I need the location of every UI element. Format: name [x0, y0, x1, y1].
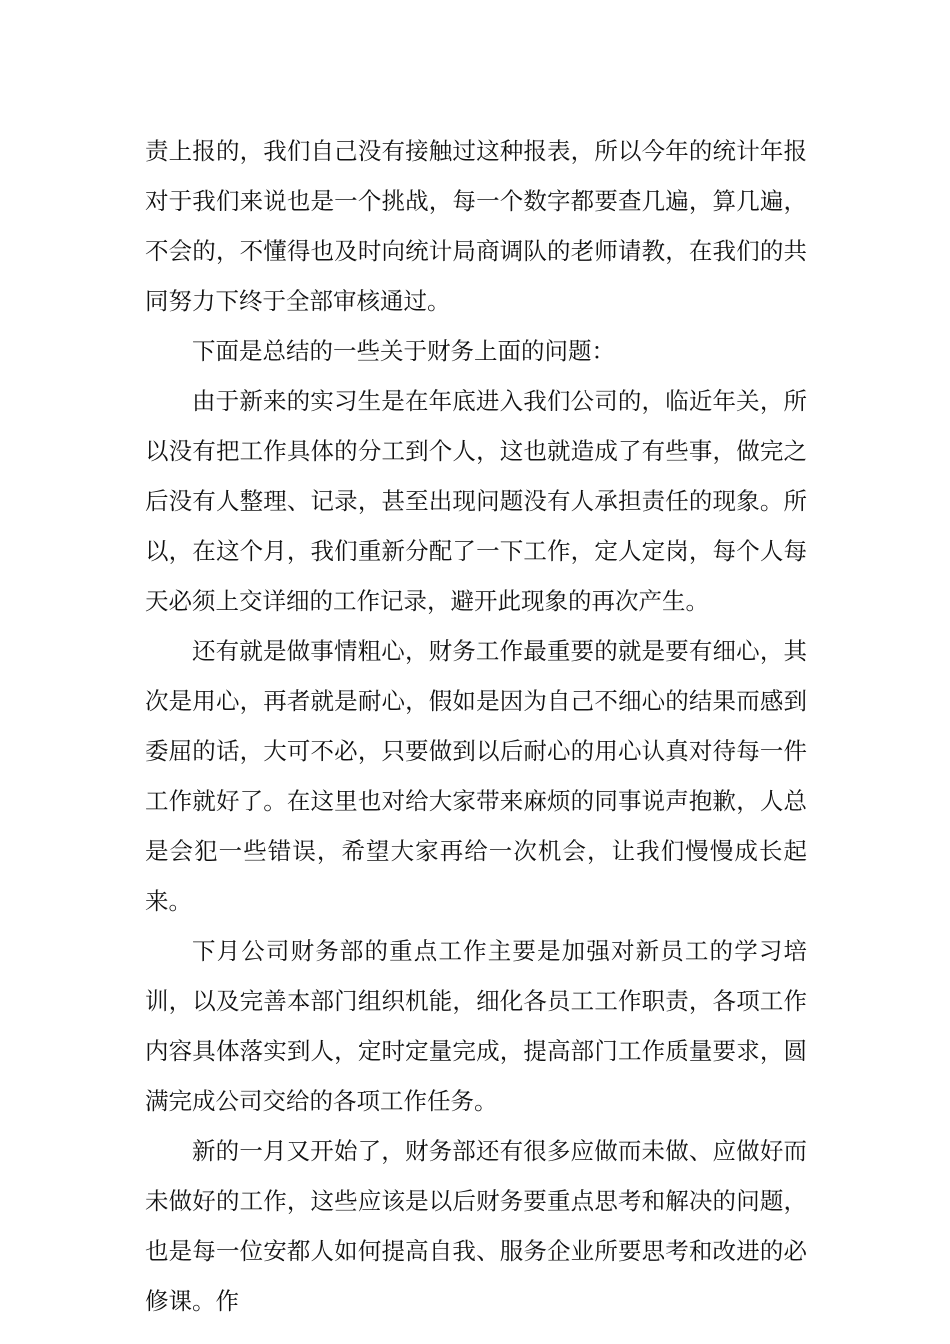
paragraph-next-month-plan: 下月公司财务部的重点工作主要是加强对新员工的学习培训，以及完善本部门组织机能，细化各员工工作职责，各项工作内容具体落实到人，定时定量完成，提高部门工作质量要求，圆满完成公司交给的各项工作任务。: [145, 937, 807, 1115]
paragraph-intern-assignment: 由于新来的实习生是在年底进入我们公司的，临近年关，所以没有把工作具体的分工到个人，这也就造成了有些事，做完之后没有人整理、记录，甚至出现问题没有人承担责任的现象。所以，在这个月，我们重新分配了一下工作，定人定岗，每个人每天必须上交详细的工作记录，避开此现象的再次产生。: [145, 387, 807, 615]
paragraph-continued: 责上报的，我们自己没有接触过这种报表，所以今年的统计年报对于我们来说也是一个挑战，每一个数字都要查几遍，算几遍，不会的，不懂得也及时向统计局商调队的老师请教，在我们的共同努力下终于全部审核通过。: [145, 137, 807, 315]
paragraph-new-month: 新的一月又开始了，财务部还有很多应做而未做、应做好而未做好的工作，这些应该是以后财务要重点思考和解决的问题，也是每一位安都人如何提高自我、服务企业所要思考和改进的必修课。作: [145, 1137, 807, 1315]
document-body: [145, 126, 807, 1326]
paragraph-issues-intro: 下面是总结的一些关于财务上面的问题：: [192, 337, 615, 365]
paragraph-carelessness: 还有就是做事情粗心，财务工作最重要的就是要有细心，其次是用心，再者就是耐心，假如是因为自己不细心的结果而感到委屈的话，大可不必，只要做到以后耐心的用心认真对待每一件工作就好了。在这里也对给大家带来麻烦的同事说声抱歉，人总是会犯一些错误，希望大家再给一次机会，让我们慢慢成长起来。: [145, 637, 807, 915]
